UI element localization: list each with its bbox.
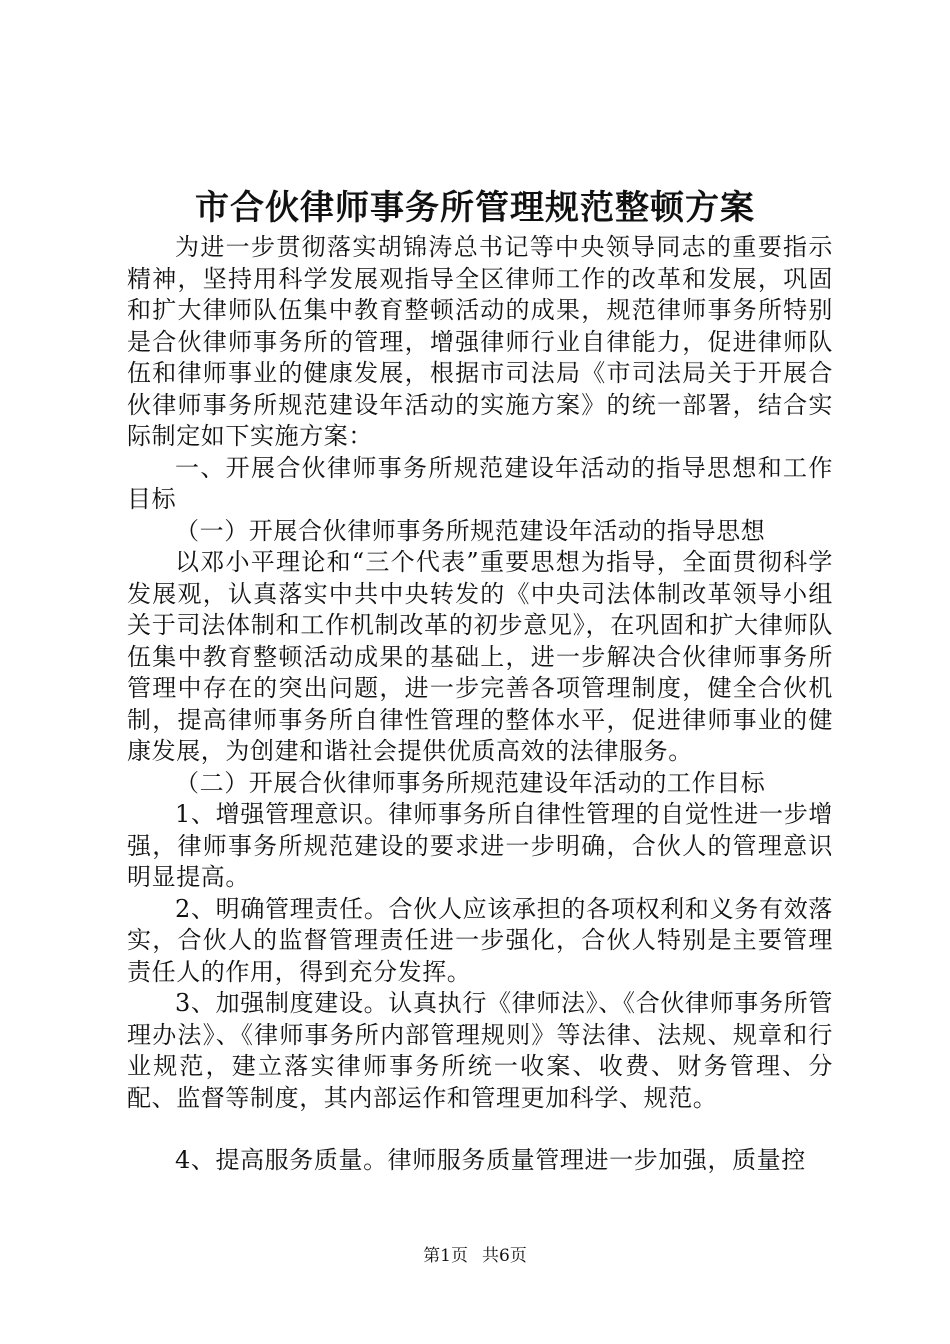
list-item-3: 3、加强制度建设。认真执行《律师法》、《合伙律师事务所管理办法》、《律师事务所内部管理规则》等法律、法规、规章和行业规范，建立落实律师事务所统一收案、收费、财务管理、分配、监督等制度，其内部运作和管理更加科学、规范。 — [127, 989, 833, 1112]
list-item-1: 1、增强管理意识。律师事务所自律性管理的自觉性进一步增强，律师事务所规范建设的要求进一步明确，合伙人的管理意识明显提高。 — [127, 800, 833, 891]
document-body — [127, 232, 833, 1177]
heading-section-1: 一、开展合伙律师事务所规范建设年活动的指导思想和工作目标 — [127, 453, 833, 513]
paragraph-intro: 为进一步贯彻落实胡锦涛总书记等中央领导同志的重要指示精神，坚持用科学发展观指导全区律师工作的改革和发展，巩固和扩大律师队伍集中教育整顿活动的成果，规范律师事务所特别是合伙律师事务所的管理，增强律师行业自律能力，促进律师队伍和律师事业的健康发展，根据市司法局《市司法局关于开展合伙律师事务所规范建设年活动的实施方案》的统一部署，结合实际制定如下实施方案： — [127, 233, 833, 450]
page-number: 第1页 — [423, 1246, 468, 1266]
document-title: 市合伙律师事务所管理规范整顿方案 — [195, 188, 755, 228]
list-item-4: 4、提高服务质量。律师服务质量管理进一步加强，质量控 — [175, 1146, 806, 1174]
page-total: 共6页 — [482, 1246, 527, 1266]
list-item-2: 2、明确管理责任。合伙人应该承担的各项权利和义务有效落实，合伙人的监督管理责任进一步强化，合伙人特别是主要管理责任人的作用，得到充分发挥。 — [127, 894, 833, 986]
heading-subsection-2: （二）开展合伙律师事务所规范建设年活动的工作目标 — [175, 768, 766, 797]
page-footer — [0, 1245, 950, 1267]
heading-subsection-1: （一）开展合伙律师事务所规范建设年活动的指导思想 — [175, 516, 766, 545]
paragraph-guiding-thought: 以邓小平理论和“三个代表”重要思想为指导，全面贯彻科学发展观，认真落实中共中央转发的《中央司法体制改革领导小组关于司法体制和工作机制改革的初步意见》，在巩固和扩大律师队伍集中教育整顿活动成果的基础上，进一步解决合伙律师事务所管理中存在的突出问题，进一步完善各项管理制度，健全合伙机制，提高律师事务所自律性管理的整体水平，促进律师事业的健康发展，为创建和谐社会提供优质高效的法律服务。 — [127, 548, 833, 765]
